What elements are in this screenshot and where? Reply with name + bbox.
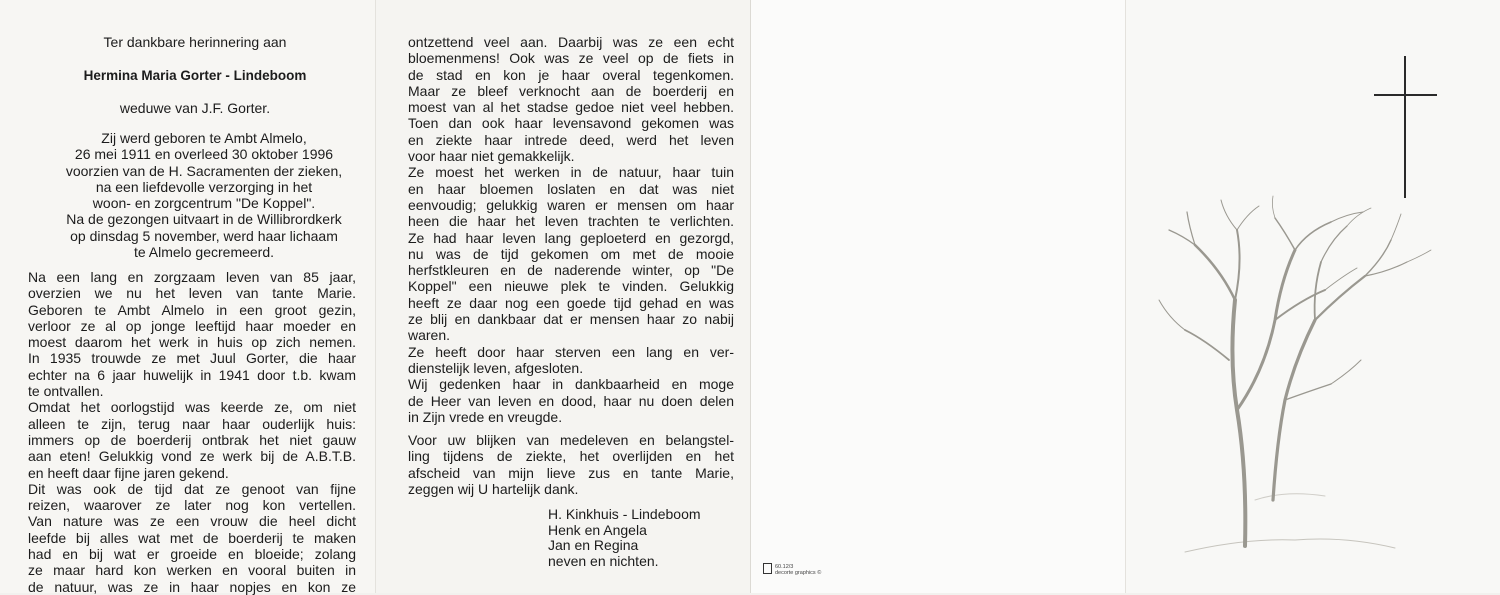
- story-line: voor haar niet gemakkelijk.: [408, 148, 575, 165]
- story-line: eenvoudig; gelukkig waren er mensen om haar: [408, 196, 734, 213]
- printer-logo-icon: [763, 563, 772, 574]
- story-line: heen die haar het leven trachten te verlichten.: [408, 213, 734, 230]
- widow-line: weduwe van J.F. Gorter.: [119, 100, 271, 116]
- story-line: Maar ze bleef verknocht aan de boerderij en: [408, 82, 734, 99]
- story-line: moest daarom het werk in huis op zich nemen.: [28, 334, 356, 351]
- story-line: Van nature was ze een vrouw die heel dicht: [28, 513, 356, 530]
- printer-name: decorte graphics ©: [775, 570, 822, 576]
- story-line: Ze heeft door haar sterven een lang en ver-: [408, 343, 734, 360]
- story-line: de Heer van leven en dood, haar nu doen delen: [408, 392, 734, 409]
- story-line: Wij gedenken haar in dankbaarheid en moge: [408, 376, 734, 393]
- bio-line: Zij werd geboren te Ambt Almelo,: [101, 130, 307, 146]
- story-line: waren.: [408, 327, 451, 344]
- story-line: Ze moest het werken in de natuur, haar tuin: [408, 164, 734, 181]
- bio-line: te Almelo gecremeerd.: [133, 244, 275, 261]
- story-line: Ze had haar leven lang geploeterd en gezorgd,: [408, 229, 734, 246]
- bio-line: voorzien van de H. Sacramenten der zieken,: [65, 162, 343, 179]
- story-line: leefde bij alles wat met de boerderij te maken: [28, 529, 356, 546]
- card-back-panel: [750, 0, 1125, 593]
- life-story-left: [28, 269, 356, 595]
- thanks-line: afscheid van mijn lieve zus en tante Marie,: [408, 464, 734, 481]
- story-line: ze maar hard kon werken en vooral buiten in: [28, 562, 356, 579]
- bio-line: na een liefdevolle verzorging in het: [95, 178, 313, 195]
- story-line: Toen dan ook haar levensavond gekomen was: [408, 115, 734, 132]
- story-line: bloemenmens! Ook was ze veel op de fiets in: [408, 50, 734, 67]
- story-line: reizen, waarover ze later nog kon vertellen.: [28, 497, 356, 514]
- story-line: en heeft daar fijne jaren gekend.: [28, 464, 229, 481]
- story-line: in Zijn vrede en vreugde.: [408, 408, 563, 425]
- story-line: Geboren te Ambt Almelo in een groot gezin,: [28, 301, 356, 318]
- bio-line: 26 mei 1911 en overleed 30 oktober 1996: [74, 146, 334, 163]
- signature-line: Jan en Regina: [548, 537, 639, 553]
- story-line: te ontvallen.: [28, 383, 104, 400]
- story-line: aan eten! Gelukkig vond ze werk bij de A.B.T.B.: [28, 448, 356, 465]
- story-line: en haar bloemen loslaten en dat was niet: [408, 180, 734, 197]
- thanks-line: zeggen wij U hartelijk dank.: [408, 480, 579, 497]
- bare-trees-illustration: [1159, 196, 1431, 552]
- life-story-right: [408, 34, 734, 425]
- bio-line: woon- en zorgcentrum "De Koppel".: [92, 195, 316, 212]
- story-line: de stad en kon je haar overal tegenkomen.: [408, 66, 734, 83]
- story-line: Na een lang en zorgzaam leven van 85 jaar,: [28, 269, 356, 285]
- deceased-name: Hermina Maria Gorter - Lindeboom: [83, 68, 307, 83]
- cross-icon: [1374, 56, 1437, 198]
- bio-line: Na de gezongen uitvaart in de Willibrordkerk: [66, 211, 342, 228]
- signature-line: Henk en Angela: [548, 521, 647, 538]
- front-artwork: [1125, 0, 1500, 593]
- biography-block: [45, 130, 363, 260]
- story-line: en ziekte haar intrede deed, werd het leven: [408, 131, 734, 148]
- story-line: Koppel" een nieuwe plek te vinden. Gelukkig: [408, 278, 734, 295]
- story-line: immers op de boerderij ontbrak het niet gauw: [28, 431, 356, 448]
- story-line: heeft ze daar nog een goede tijd gehad en was: [408, 294, 734, 311]
- story-line: alleen te zijn, terug naar haar ouderlijk huis:: [28, 415, 356, 432]
- thanks-block: [408, 432, 734, 497]
- story-line: herfstkleuren en de naderende winter, op "De: [408, 262, 734, 279]
- fold-line: [750, 0, 751, 593]
- printer-code: 60.12/3: [775, 564, 794, 570]
- signature-line: neven en nichten.: [548, 552, 659, 569]
- bio-line: op dinsdag 5 november, werd haar lichaam: [70, 227, 338, 244]
- story-line: nu was de tijd gekomen om met de mooie: [408, 245, 734, 262]
- story-line: In 1935 trouwde ze met Juul Gorter, die haar: [28, 350, 356, 367]
- story-line: verloor ze al op jonge leeftijd haar moeder en: [28, 317, 356, 334]
- thanks-line: Voor uw blijken van medeleven en belangstel-: [408, 432, 734, 448]
- story-line: de natuur, was ze in haar nopjes en kon ze: [28, 578, 356, 595]
- signature-line: H. Kinkhuis - Lindeboom: [548, 506, 701, 522]
- story-line: overzien we nu het leven van tante Marie.: [28, 285, 356, 302]
- story-line: echter na 6 jaar huwelijk in 1941 door t.b. kwam: [28, 366, 356, 383]
- story-line: ze blij en dankbaar dat er mensen haar zo nabij: [408, 311, 734, 328]
- story-line: moest van al het stadse gedoe niet veel hebben.: [408, 99, 734, 116]
- story-line: dienstelijk leven, afgesloten.: [408, 359, 584, 376]
- intro-line: Ter dankbare herinnering aan: [103, 34, 287, 50]
- signatures-block: [548, 507, 701, 569]
- story-line: Dit was ook de tijd dat ze genoot van fijne: [28, 480, 356, 497]
- fold-line: [375, 0, 376, 593]
- story-line: ontzettend veel aan. Daarbij was ze een echt: [408, 34, 734, 50]
- thanks-line: ling tijdens de ziekte, het overlijden en het: [408, 448, 734, 465]
- story-line: Omdat het oorlogstijd was keerde ze, om niet: [28, 399, 356, 416]
- story-line: had en bij wat er groeide en bloeide; zolang: [28, 546, 356, 563]
